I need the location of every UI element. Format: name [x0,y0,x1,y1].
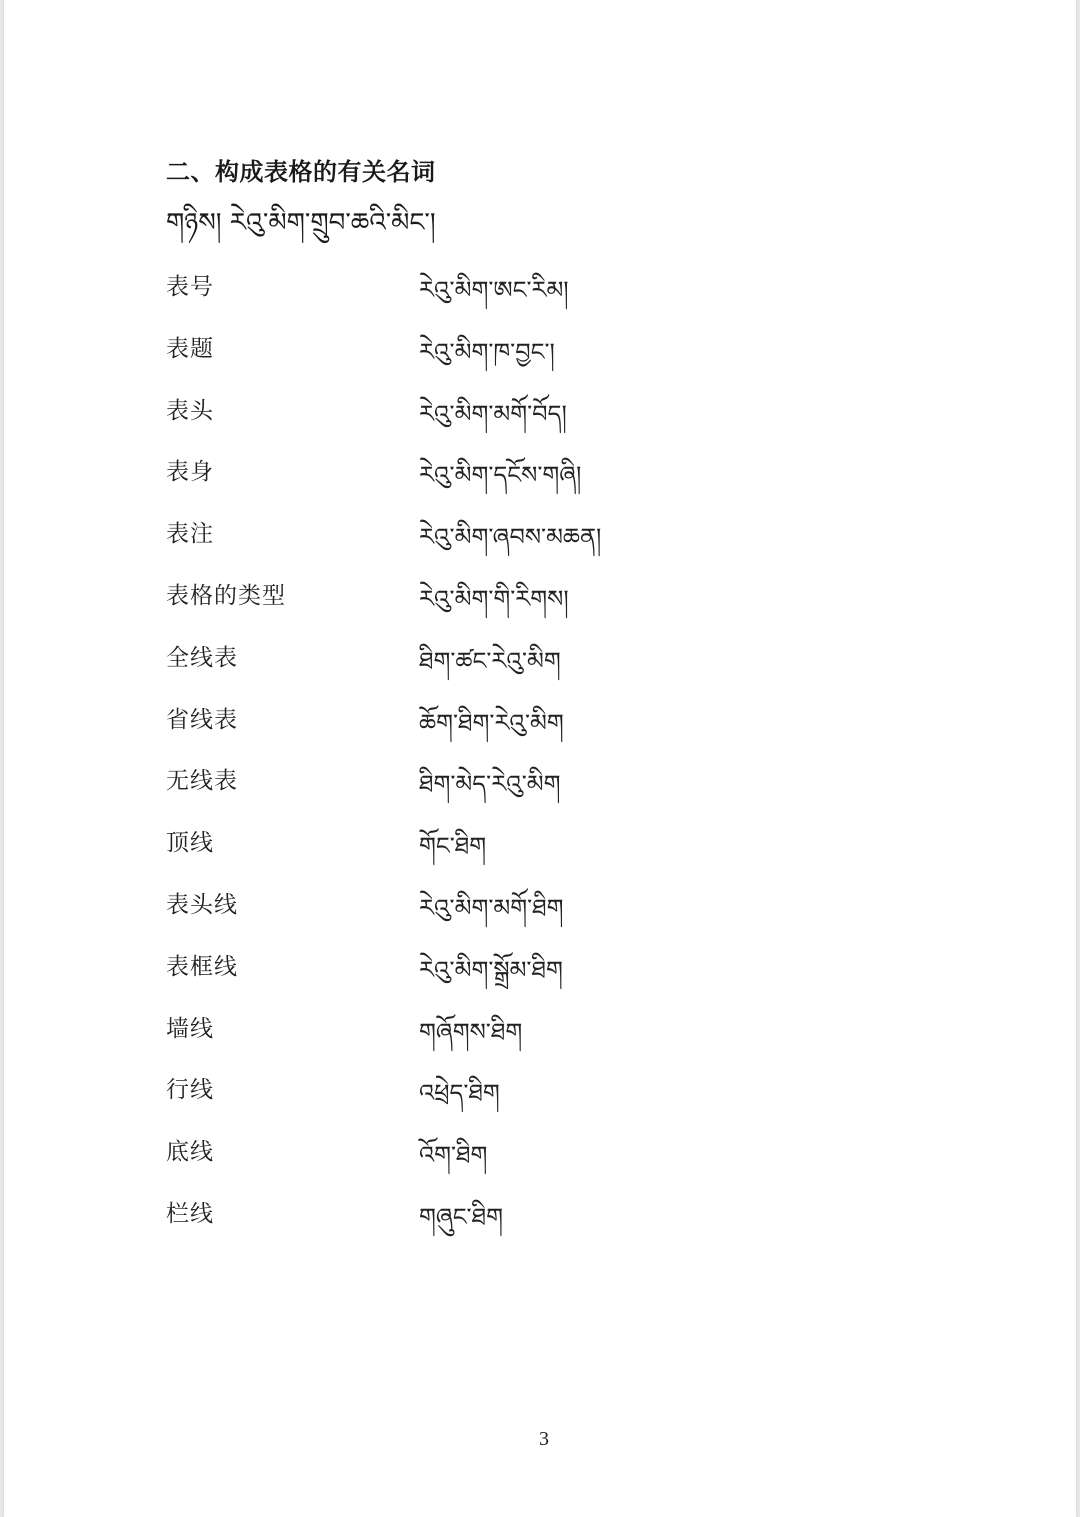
term-tibetan: རེའུ་མིག་ཞབས་མཆན། [419,523,602,552]
term-row [166,820,866,882]
term-tibetan: རེའུ་མིག་སྒྲོམ་ཐིག [419,955,563,984]
term-row [166,573,866,635]
term-chinese: 表框线 [166,953,238,980]
term-tibetan: རེའུ་མིག་ཨང་རིམ། [419,276,569,304]
term-row [166,758,866,820]
section-heading-chinese: 二、构成表格的有关名词 [166,158,436,186]
term-chinese: 行线 [166,1077,214,1104]
term-tibetan: ཆོག་ཐིག་རེའུ་མིག [419,708,564,737]
term-chinese: 表头 [166,397,214,424]
term-chinese: 无线表 [166,768,238,795]
page-number: 3 [539,1428,549,1450]
term-chinese: 表号 [166,274,214,300]
term-chinese: 栏线 [166,1200,214,1227]
document-page [4,0,1076,1517]
term-tibetan: ཐིག་ཚང་རེའུ་མིག [419,646,561,675]
term-row [166,944,866,1006]
term-chinese: 表题 [166,335,214,362]
term-row [166,1191,866,1253]
term-row [166,882,866,944]
term-tibetan: གཞོགས་ཐིག [419,1017,523,1046]
term-tibetan: ཐིག་མེད་རེའུ་མིག [419,770,561,799]
term-chinese: 表身 [166,459,214,486]
term-tibetan: འཕྲེད་ཐིག [419,1079,500,1108]
term-tibetan: རེའུ་མིག་གི་རིགས། [419,584,569,613]
term-row [166,326,866,388]
term-row [166,1006,866,1068]
term-row [166,697,866,759]
term-chinese: 省线表 [166,706,238,733]
term-row [166,388,866,450]
term-tibetan: གོང་ཐིག [419,832,487,861]
term-chinese: 底线 [166,1139,214,1166]
term-tibetan: རེའུ་མིག་ཁ་བྱང་། [419,337,555,366]
term-chinese: 表格的类型 [166,582,286,609]
term-row [166,635,866,697]
section-heading-tibetan: གཉིས། རེའུ་མིག་གྲུབ་ཆའི་མིང་། [166,208,436,238]
term-row [166,264,866,326]
term-tibetan: རེའུ་མིག་མགོ་ཐིག [419,893,564,922]
term-tibetan: འོག་ཐིག [419,1141,488,1170]
term-tibetan: རེའུ་མིག་མགོ་བོད། [419,399,567,428]
term-list [166,264,866,1253]
term-chinese: 墙线 [166,1015,214,1042]
term-row [166,1129,866,1191]
term-chinese: 表注 [166,521,214,548]
term-chinese: 顶线 [166,830,214,857]
term-row [166,1067,866,1129]
term-chinese: 表头线 [166,891,238,918]
term-tibetan: གཞུང་ཐིག [419,1202,503,1231]
term-row [166,511,866,573]
term-row [166,449,866,511]
term-chinese: 全线表 [166,644,238,671]
term-tibetan: རེའུ་མིག་དངོས་གཞི། [419,461,582,490]
